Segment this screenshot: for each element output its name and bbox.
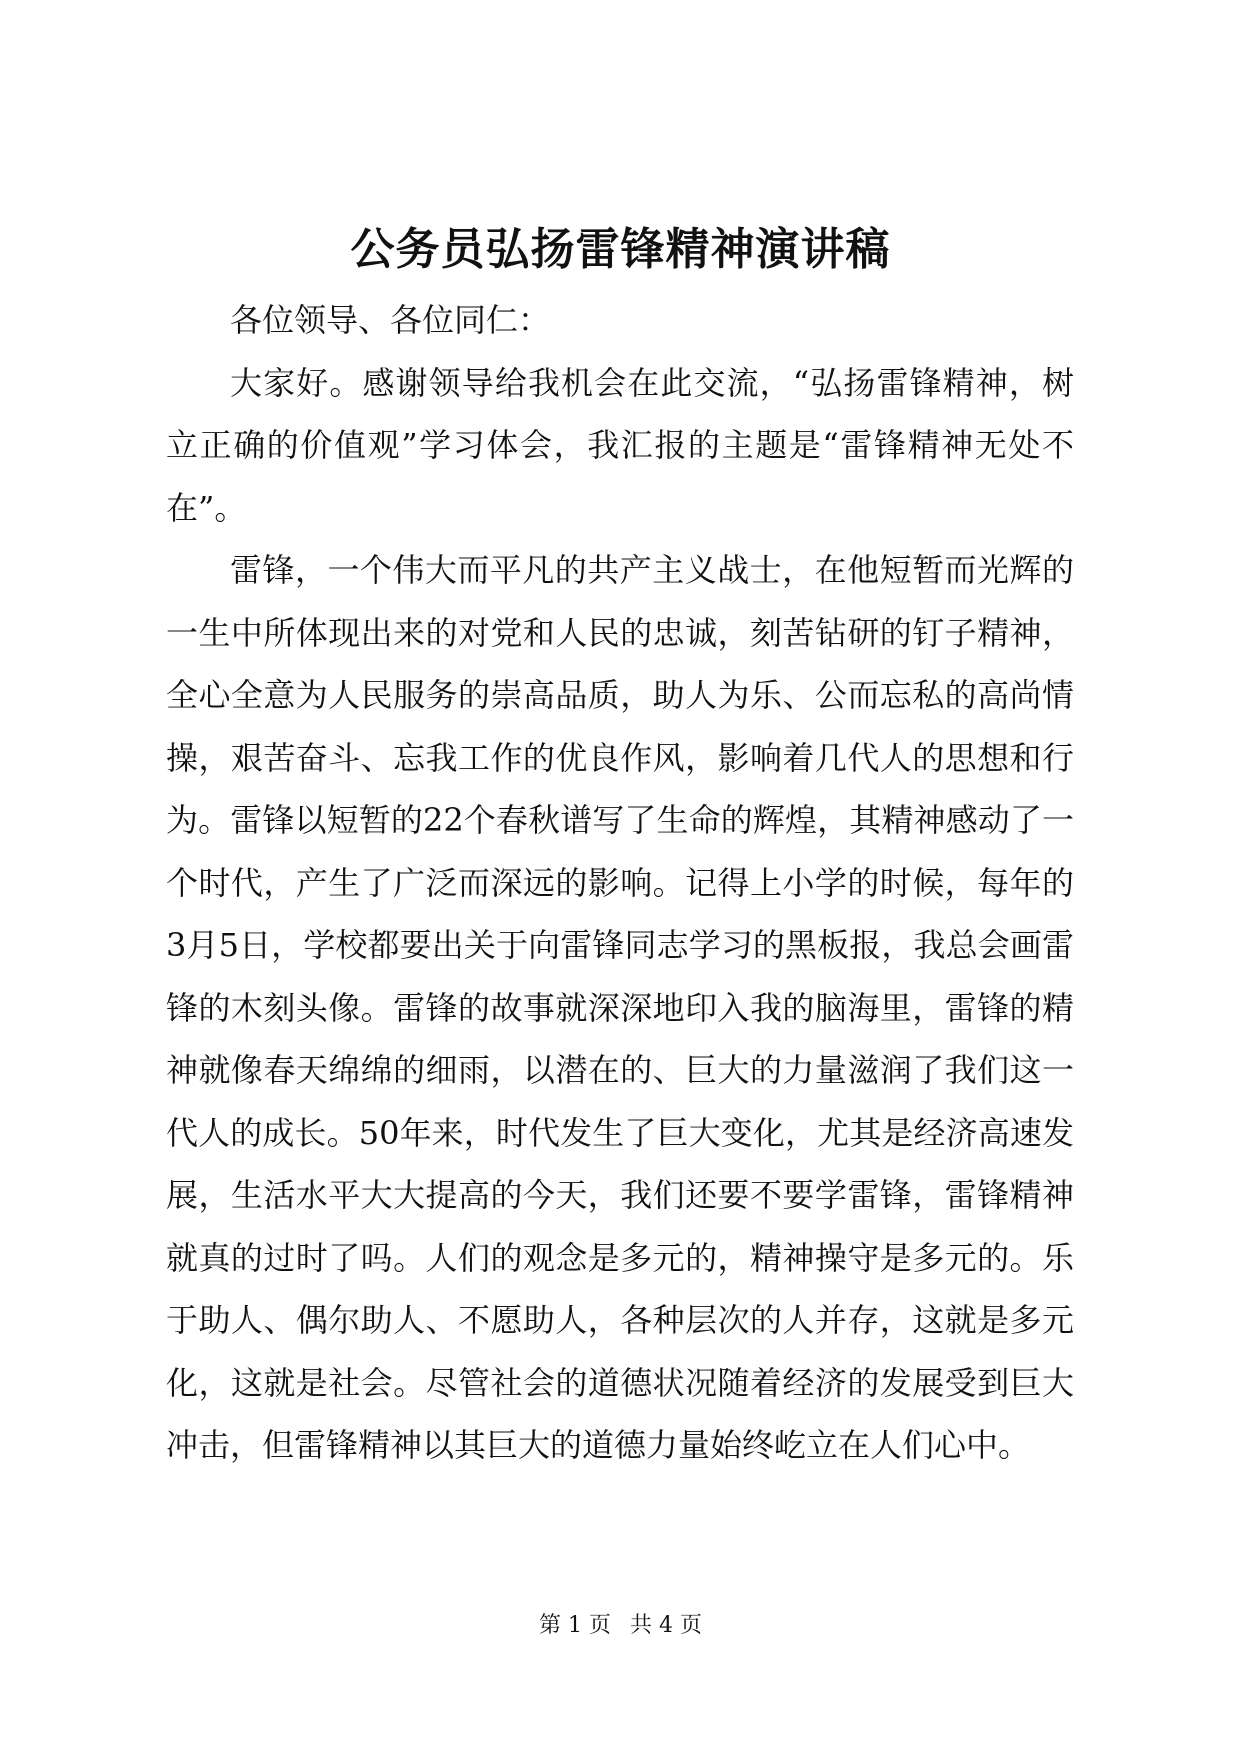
- page-footer: [0, 1611, 1241, 1641]
- document-title: 公务员弘扬雷锋精神演讲稿: [350, 224, 891, 275]
- salutation-paragraph: 各位领导、各位同仁：: [230, 301, 551, 339]
- main-paragraph: 雷锋，一个伟大而平凡的共产主义战士，在他短暂而光辉的一生中所体现出来的对党和人民的忠诚，刻苦钻研的钉子精神，全心全意为人民服务的崇高品质，助人为乐、公而忘私的高尚情操，艰苦奋斗、忘我工作的优良作风，影响着几代人的思想和行为。雷锋以短暂的22个春秋谱写了生命的辉煌，其精神感动了一个时代，产生了广泛而深远的影响。记得上小学的时候，每年的3月5日，学校都要出关于向雷锋同志学习的黑板报，我总会画雷锋的木刻头像。雷锋的故事就深深地印入我的脑海里，雷锋的精神就像春天绵绵的细雨，以潜在的、巨大的力量滋润了我们这一代人的成长。50年来，时代发生了巨大变化，尤其是经济高速发展，生活水平大大提高的今天，我们还要不要学雷锋，雷锋精神就真的过时了吗。人们的观念是多元的，精神操守是多元的。乐于助人、偶尔助人、不愿助人，各种层次的人并存，这就是多元化，这就是社会。尽管社会的道德状况随着经济的发展受到巨大冲击，但雷锋精神以其巨大的道德力量始终屹立在人们心中。: [166, 551, 1074, 1464]
- page-number-current: 第 1 页: [539, 1613, 611, 1638]
- document-body: [166, 289, 1074, 1477]
- page-number-total: 共 4 页: [630, 1613, 702, 1638]
- intro-paragraph: 大家好。感谢领导给我机会在此交流，“弘扬雷锋精神，树立正确的价值观”学习体会，我汇报的主题是“雷锋精神无处不在”。: [166, 363, 1074, 527]
